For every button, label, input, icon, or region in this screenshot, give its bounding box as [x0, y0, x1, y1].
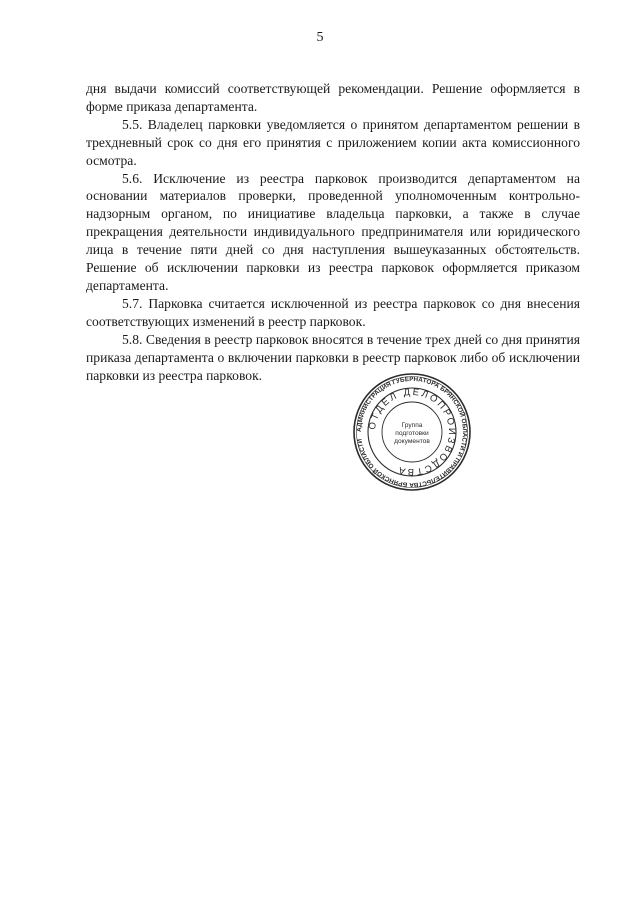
- paragraph-5-5: 5.5. Владелец парковки уведомляется о принятом департаментом решении в трехдневный срок со дня его принятия с приложением копии акта комиссионного осмотра.: [86, 116, 580, 168]
- seal-inner-ring-text: ОТДЕЛ ДЕЛОПРОИЗВОДСТВА: [366, 386, 458, 478]
- page-number: 5: [316, 30, 324, 45]
- seal-center-line-3: документов: [394, 438, 430, 445]
- document-body: [86, 80, 580, 384]
- seal-center-line-2: подготовки: [395, 430, 429, 437]
- paragraph-5-7: 5.7. Парковка считается исключенной из реестра парковок со дня внесения соответствующих изменений в реестр парковок.: [86, 295, 580, 329]
- paragraph-5-6: 5.6. Исключение из реестра парковок производится департаментом на основании материалов проверки, проведенной уполномоченным контрольно-надзорным органом, по инициативе владельца парковки, а также в случае прекращения деятельности индивидуального предпринимателя или юридического лица в течение пяти дней со дня наступления вышеуказанных обстоятельств. Решение об исключении парковки из реестра парковок оформляется приказом департамента.: [86, 170, 580, 293]
- seal-outer-ring-text: АДМИНИСТРАЦИЯ ГУБЕРНАТОРА БРЯНСКОЙ ОБЛАСТИ И ПРАВИТЕЛЬСТВА БРЯНСКОЙ ОБЛАСТИ: [355, 375, 469, 489]
- paragraph-5-8: 5.8. Сведения в реестр парковок вносятся в течение трех дней со дня принятия приказа департамента о включении парковки в реестр парковок либо об исключении парковки из реестра парковок.: [86, 331, 580, 383]
- seal-center-line-1: Группа: [401, 422, 423, 429]
- paragraph-continuation: дня выдачи комиссий соответствующей рекомендации. Решение оформляется в форме приказа департамента.: [86, 81, 580, 114]
- official-seal-stamp: [352, 372, 472, 492]
